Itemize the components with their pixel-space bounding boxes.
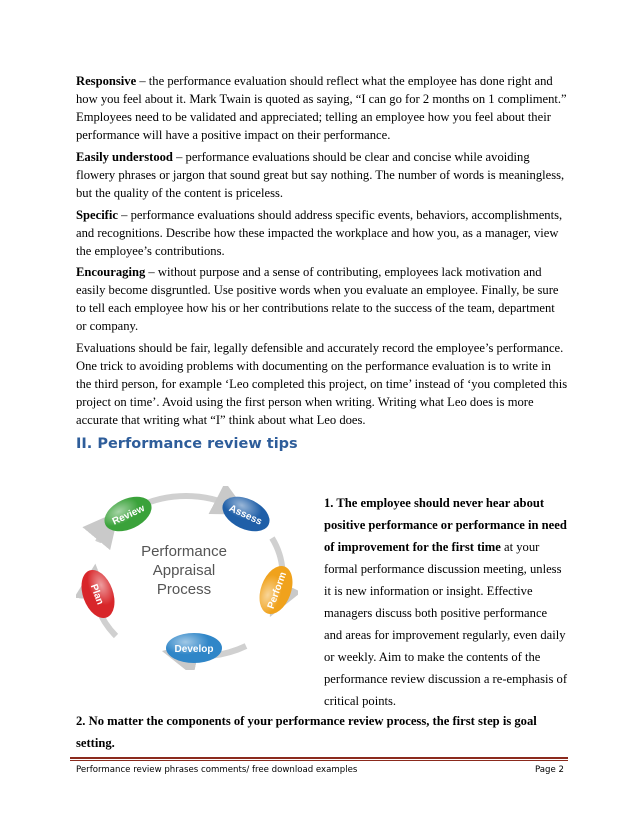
paragraph-text: – performance evaluations should address specific events, behaviors, accomplishments, and recognitions. Describe how these impacted the workplace and how you, as a manager, view the employee’s contributions. [76, 208, 563, 258]
paragraph-encouraging [76, 263, 568, 335]
tip-1-heading: 1. The employee should never hear about positive performance or performance in need of improvement for the first time [324, 496, 567, 554]
paragraph-responsive [76, 72, 568, 144]
diagram-title-line2: Appraisal [152, 562, 216, 579]
footer-rule-thin [70, 760, 568, 761]
paragraph-easily-understood [76, 148, 568, 202]
paragraph-text: – without purpose and a sense of contributing, employees lack motivation and easily become disgruntled. Use positive words when you evaluate an employee. Finally, be sure to tell each employee how his or her contributions relate to the success of the team, department or company. [76, 265, 559, 333]
stage-develop [166, 633, 222, 663]
stage-review [99, 490, 157, 538]
section-heading: II. Performance review tips [76, 436, 298, 452]
term-label: Encouraging [76, 265, 146, 279]
stage-perform [253, 561, 298, 618]
paragraph-text: Evaluations should be fair, legally defensible and accurately record the employee’s performance. One trick to avoiding problems with documenting on the performance evaluation is to write in the third person, for example ‘Leo completed this project, on time’ instead of ‘you completed this project on time’. Avoid using the first person when writing. Writing what Leo does is more accurate that writing what “I” think about what Leo does. [76, 341, 568, 427]
stage-label: Plan [87, 582, 106, 607]
diagram-title-line1: Performance [141, 543, 227, 560]
stage-assess [217, 490, 275, 538]
stage-label: Assess [227, 502, 264, 528]
performance-appraisal-diagram [76, 486, 298, 670]
paragraph-specific [76, 206, 568, 260]
stage-plan [76, 565, 121, 622]
paragraph-text: – performance evaluations should be clear and concise while avoiding flowery phrases or jargon that sound great but say nothing. The number of words is meaningless, but the quality of the content is priceless. [76, 150, 565, 200]
paragraph-text: – the performance evaluation should reflect what the employee has done right and how you feel about it. Mark Twain is quoted as saying, “I can go for 2 months on 1 compliment.” Employees need to be validated and appreciated; telling an employee how you feel about their performance will have a positive impact on their performance. [76, 74, 567, 142]
stage-label: Perform [265, 570, 290, 611]
tip-1 [324, 492, 568, 712]
footer-rule [70, 757, 568, 759]
term-label: Specific [76, 208, 118, 222]
stage-label: Develop [174, 644, 214, 655]
page-number: Page 2 [534, 765, 564, 775]
stage-label: Review [110, 503, 147, 528]
paragraph-evaluations [76, 339, 568, 429]
tip-2: 2. No matter the components of your performance review process, the first step is goal setting. [76, 714, 537, 750]
diagram-title-line3: Process [156, 581, 212, 598]
tip-1-text: at your formal performance discussion meeting, unless it is new information or insight. Effective managers discuss both positive performance and areas for improvement regularly, even daily or weekly. Aim to make the contents of the performance review discussion a re-emphasis of critical points. [324, 540, 568, 708]
term-label: Easily understood [76, 150, 173, 164]
term-label: Responsive [76, 74, 137, 88]
footer-title: Performance review phrases comments/ free download examples [76, 765, 358, 775]
